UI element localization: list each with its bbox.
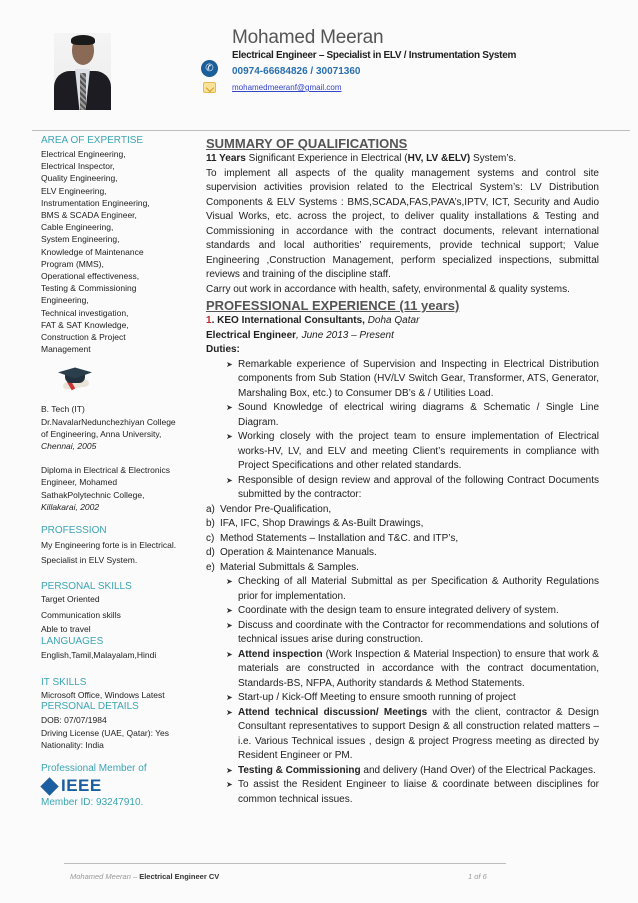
duty-text: Responsible of design review and approval of the following Contract Documents submitted by the contractor:: [238, 474, 599, 500]
degree-institution: Dr.NavalarNedunchezhiyan College: [41, 416, 176, 427]
job-role: Electrical Engineer: [206, 329, 297, 341]
graduation-cap-icon: [55, 367, 95, 395]
degree-title: Diploma in Electrical & Electronics: [41, 465, 170, 476]
duty-item: [226, 604, 599, 619]
item-letter: e): [206, 561, 215, 573]
job-location: Doha Qatar: [364, 315, 420, 326]
expertise-heading: AREA OF EXPERTISE: [41, 135, 144, 146]
profession-text: Specialist in ELV System.: [41, 555, 138, 566]
sidebar: [41, 135, 206, 808]
contract-document-item: [206, 517, 599, 532]
duty-item: [226, 648, 599, 692]
duty-bold: Testing & Commissioning: [238, 764, 361, 776]
expertise-item: System Engineering,: [41, 234, 120, 245]
duty-text: and delivery (Hand Over) of the Electrical Packages.: [360, 764, 596, 776]
education-degree-2: [41, 464, 206, 513]
profession-text: My Engineering forte is in Electrical.: [41, 540, 177, 551]
dob: DOB: 07/07/1984: [41, 715, 107, 726]
duty-item: [226, 575, 599, 604]
duty-bold: Attend inspection: [238, 648, 323, 660]
footer-doc-title: Electrical Engineer CV: [139, 872, 220, 881]
envelope-icon: [203, 82, 216, 93]
duty-item: [226, 778, 599, 807]
expertise-item: Management: [41, 344, 91, 355]
duty-text: Sound Knowledge of electrical wiring diagrams & Schematic / Single Line Diagram.: [238, 402, 599, 428]
arrow-bullet-icon: ➤: [226, 707, 233, 717]
expertise-item: Engineering,: [41, 295, 89, 306]
arrow-bullet-icon: ➤: [226, 606, 233, 615]
duty-text: Coordinate with the design team to ensure integrated delivery of system.: [238, 605, 559, 616]
item-text: Material Submittals & Samples.: [220, 561, 359, 573]
degree-institution: SathakPolytechnic College,: [41, 489, 145, 500]
duty-item: [226, 764, 599, 779]
expertise-item: Knowledge of Maintenance: [41, 246, 144, 257]
degree-place-year: Chennai, 2005: [41, 441, 97, 452]
arrow-bullet-icon: ➤: [226, 780, 233, 789]
degree-title: B. Tech (IT): [41, 404, 85, 415]
expertise-item: Operational effectiveness,: [41, 271, 140, 282]
expertise-item: Testing & Commissioning: [41, 283, 137, 294]
job-period: , June 2013 – Present: [296, 329, 394, 341]
phone-icon: ✆: [201, 60, 218, 77]
degree-institution: Engineer, Mohamed: [41, 477, 118, 488]
arrow-bullet-icon: ➤: [226, 359, 233, 369]
item-letter: d): [206, 547, 215, 558]
personal-skills-heading: PERSONAL SKILLS: [41, 581, 132, 593]
personal-skill-item: Communication skills: [41, 609, 121, 620]
item-text: Method Statements – Installation and T&C. and ITP’s,: [220, 532, 459, 544]
duties-list: [206, 358, 599, 503]
member-id: Member ID: 93247910.: [41, 797, 144, 809]
contract-document-item: [206, 503, 599, 518]
arrow-bullet-icon: ➤: [226, 432, 233, 441]
job-role-line: [206, 329, 599, 344]
it-skills-heading: IT SKILLS: [41, 677, 87, 689]
duty-item: [226, 691, 599, 706]
contract-document-item: [206, 561, 599, 576]
duty-item: [226, 401, 599, 430]
main-content: [206, 136, 599, 807]
languages-heading: LANGUAGES: [41, 636, 104, 648]
duty-text: Discuss and coordinate with the Contractor for recommendations and solutions of technical issues arise during construction.: [238, 619, 599, 645]
arrow-bullet-icon: ➤: [226, 649, 233, 659]
duty-item: [226, 706, 599, 764]
duty-item: [226, 430, 599, 474]
summary-paragraph: Carry out work in accordance with health, safety, environmental & quality systems.: [206, 283, 570, 295]
ieee-logo: [41, 776, 206, 796]
it-skills-value: Microsoft Office, Windows Latest: [41, 690, 165, 701]
item-text: IFA, IFC, Shop Drawings & As-Built Drawings,: [220, 518, 424, 529]
education-degree-1: [41, 403, 206, 452]
ieee-wordmark: IEEE: [61, 776, 102, 796]
duty-bold: Attend technical discussion/ Meetings: [238, 706, 428, 718]
footer-title: [70, 872, 219, 881]
profile-photo: [54, 33, 111, 110]
arrow-bullet-icon: ➤: [226, 620, 233, 630]
duty-text: Working closely with the project team to ensure implementation of Electrical works-HV, LV, and ELV and meeting Client’s requirements in compliance with Project Specifications and other related standards.: [238, 431, 599, 471]
duty-text: Remarkable experience of Supervision and Inspecting in Electrical Distribution components from Sub Station (HV/LV Switch Gear, Transformer, ATS, Generator, Marshaling Box, etc.) to Consumer DB’s & / Utilities Load.: [238, 358, 599, 399]
driving-license: Driving License (UAE, Qatar): Yes: [41, 727, 170, 738]
phone-number: 00974-66684826 / 30071360: [232, 66, 361, 77]
expertise-item: Electrical Inspector,: [41, 161, 115, 172]
job-number: 1: [206, 315, 212, 326]
personal-skill-item: Target Oriented: [41, 594, 100, 605]
experience-title: PROFESSIONAL EXPERIENCE (11 years): [206, 298, 460, 313]
duty-item: [226, 358, 599, 402]
expertise-item: Technical investigation,: [41, 307, 129, 318]
membership-label: Professional Member of: [41, 763, 147, 775]
candidate-name: Mohamed Meeran: [232, 27, 384, 48]
expertise-item: Program (MMS),: [41, 258, 104, 269]
summary-paragraph: To implement all aspects of the quality management systems and control site supervision activities provision related to the Electrical System’s: LV Distribution Components & ELV Systems : BMS,SCADA,FAS,PAVA’s,IPTV, ICT, Security and Audio Visual Works, etc. across the project, to deliver quality installations & Testing and Commissioning in accordance with the contract documents, relevant international standards and local authorities’ requirements, provide technical support; Value Engineering ,Construction Management, perform specialized inspections, submittal reviews and training of the discipline staff.: [206, 167, 599, 280]
duties-label: Duties:: [206, 344, 240, 355]
contract-documents-list: [206, 503, 599, 576]
page-number: 1 of 6: [468, 872, 487, 881]
expertise-item: Construction & Project: [41, 332, 126, 343]
expertise-item: Electrical Engineering,: [41, 149, 126, 159]
degree-place-year: Killakarai, 2002: [41, 501, 100, 512]
summary-title: SUMMARY OF QUALIFICATIONS: [206, 136, 408, 151]
item-letter: a): [206, 503, 215, 515]
duty-text: To assist the Resident Engineer to liaise & coordinate between disciplines for common technical issues.: [238, 779, 599, 805]
candidate-tagline: Electrical Engineer – Specialist in ELV / Instrumentation System: [232, 50, 517, 61]
duty-text: Start-up / Kick-Off Meeting to ensure smooth running of project: [238, 692, 516, 703]
job-company-line: [206, 314, 599, 329]
item-text: Operation & Maintenance Manuals.: [220, 547, 377, 558]
personal-skill-item: Able to travel: [41, 624, 91, 635]
expertise-item: FAT & SAT Knowledge,: [41, 319, 129, 330]
duty-text: (Work Inspection & Material Inspection) to ensure that work & materials are constructed in accordance with the contract documentation, Standards-BS, NFPA, Authority standards & Method Statements.: [238, 648, 599, 689]
arrow-bullet-icon: ➤: [226, 577, 233, 586]
item-text: Vendor Pre-Qualification,: [220, 503, 332, 515]
personal-details-heading: PERSONAL DETAILS: [41, 701, 139, 713]
duty-item: [226, 619, 599, 648]
duty-text: Checking of all Material Submittal as per Specification & Authority Regulations prior for implementation.: [238, 576, 599, 602]
duties-list-continued: [206, 575, 599, 807]
footer-author: Mohamed Meeran –: [70, 872, 140, 881]
job-entry: [206, 314, 599, 807]
expertise-item: BMS & SCADA Engineer,: [41, 210, 137, 221]
job-company: . KEO International Consultants,: [211, 315, 365, 326]
profession-heading: PROFESSION: [41, 525, 107, 537]
summary-highlight: [206, 152, 599, 167]
contract-document-item: [206, 532, 599, 547]
arrow-bullet-icon: ➤: [226, 765, 233, 775]
expertise-item: Instrumentation Engineering,: [41, 197, 150, 208]
years-bold: 11 Years: [206, 153, 246, 164]
degree-institution: of Engineering, Anna University,: [41, 428, 162, 439]
nationality: Nationality: India: [41, 739, 104, 750]
arrow-bullet-icon: ➤: [226, 403, 233, 412]
expertise-item: Quality Engineering,: [41, 173, 118, 184]
footer-divider: [64, 863, 506, 864]
summary-text: Significant Experience in Electrical (: [245, 153, 408, 164]
item-letter: c): [206, 532, 215, 544]
systems-bold: HV, LV &ELV): [407, 153, 471, 164]
expertise-item: Cable Engineering,: [41, 222, 114, 233]
arrow-bullet-icon: ➤: [226, 693, 233, 702]
languages-value: English,Tamil,Malayalam,Hindi: [41, 650, 157, 661]
expertise-list: [41, 148, 206, 355]
item-letter: b): [206, 518, 215, 529]
duty-item: [226, 474, 599, 503]
expertise-item: ELV Engineering,: [41, 185, 107, 196]
ieee-diamond-icon: [40, 777, 58, 795]
summary-text: System’s.: [470, 153, 517, 164]
duty-text: with the client, contractor & Design Consultant representatives to support Design & all construction related matters –i.e. Various Technical issues , design & project Progress meeting as directed by Resident Engineer or PM.: [238, 706, 599, 761]
email-link[interactable]: mohamedmeeranf@gmail.com: [232, 83, 342, 92]
contract-document-item: [206, 546, 599, 561]
arrow-bullet-icon: ➤: [226, 475, 233, 485]
header-divider: [32, 130, 630, 131]
